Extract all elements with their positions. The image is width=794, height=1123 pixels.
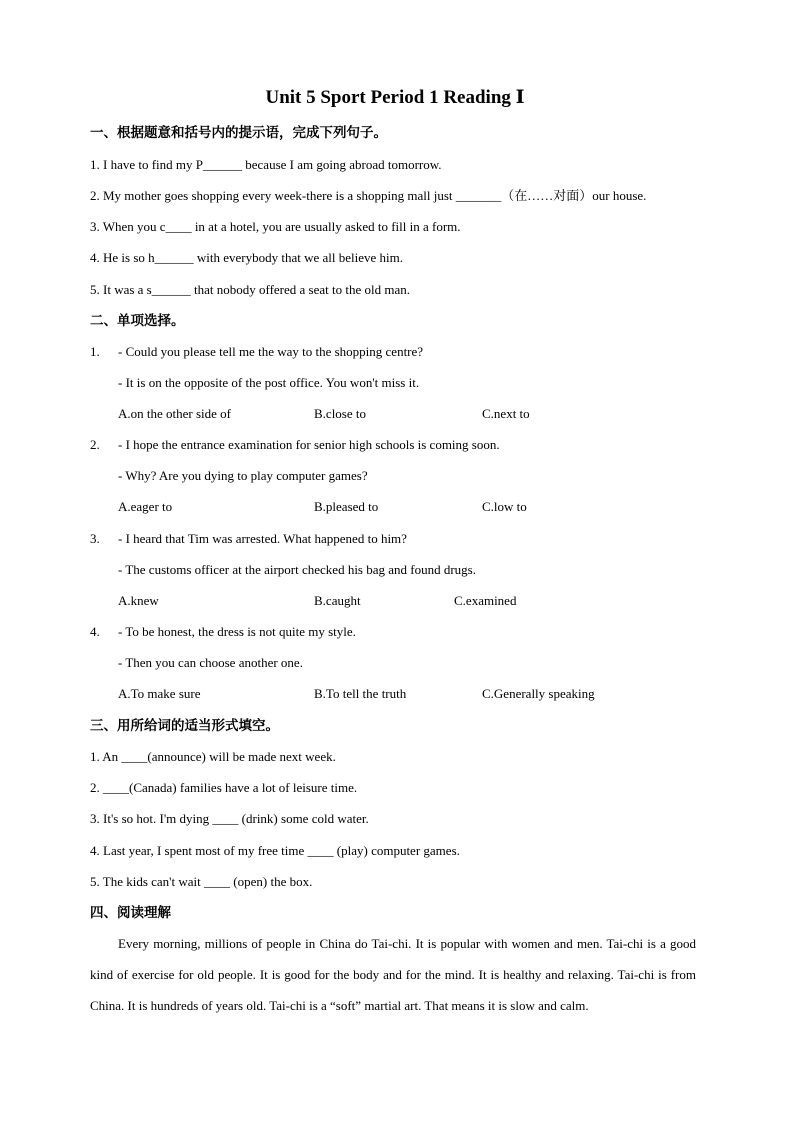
section-4-heading: 四、阅读理解	[90, 905, 171, 920]
option-a: A.To make sure	[118, 686, 201, 701]
section-3-item: 3. It's so hot. I'm dying ____ (drink) some cold water.	[90, 811, 369, 826]
section-1-item: 1. I have to find my P______ because I am going abroad tomorrow.	[90, 157, 442, 172]
question-line: - To be honest, the dress is not quite my style.	[118, 624, 356, 639]
section-1-item: 4. He is so h______ with everybody that we all believe him.	[90, 250, 404, 265]
section-3-item: 4. Last year, I spent most of my free time ____ (play) computer games.	[90, 843, 460, 858]
option-a: A.on the other side of	[118, 406, 232, 421]
option-c: C.low to	[482, 499, 527, 514]
question-line: - The customs officer at the airport checked his bag and found drugs.	[118, 562, 476, 577]
section-2-heading: 二、单项选择。	[90, 313, 185, 328]
option-b: B.To tell the truth	[314, 686, 407, 701]
option-b: B.pleased to	[314, 499, 379, 514]
question-line: - I heard that Tim was arrested. What happened to him?	[118, 531, 407, 546]
option-a: A.eager to	[118, 499, 173, 514]
question-line: - Why? Are you dying to play computer games?	[118, 468, 368, 483]
question-line: - It is on the opposite of the post office. You won't miss it.	[118, 375, 420, 390]
section-1-heading: 一、根据题意和括号内的提示语，完成下列句子。	[90, 125, 387, 140]
reading-passage: Every morning, millions of people in China do Tai-chi. It is popular with women and men. Tai-chi is a good kind of exercise for old people. It is good for the body and for the mind. It is healthy and relaxing. Tai-chi is from China. It is hundreds of years old. Tai-chi is a “soft” martial art. That means it is slow and calm.	[90, 936, 696, 1013]
section-3-heading: 三、用所给词的适当形式填空。	[90, 718, 279, 733]
option-b: B.close to	[314, 406, 366, 421]
question-number: 2.	[90, 437, 100, 452]
section-1-item: 2. My mother goes shopping every week-there is a shopping mall just _______（在……对面）our house.	[90, 188, 647, 203]
option-c: C.examined	[454, 593, 517, 608]
option-b: B.caught	[314, 593, 361, 608]
option-a: A.knew	[118, 593, 159, 608]
page-title: Unit 5 Sport Period 1 Reading Ⅰ	[265, 87, 525, 108]
section-3-item: 2. ____(Canada) families have a lot of leisure time.	[90, 780, 358, 795]
section-1-item: 3. When you c____ in at a hotel, you are usually asked to fill in a form.	[90, 219, 461, 234]
option-c: C.Generally speaking	[482, 686, 595, 701]
section-3-item: 1. An ____(announce) will be made next week.	[90, 749, 336, 764]
option-c: C.next to	[482, 406, 530, 421]
question-line: - Could you please tell me the way to the shopping centre?	[118, 344, 424, 359]
question-number: 1.	[90, 344, 100, 359]
question-line: - Then you can choose another one.	[118, 655, 303, 670]
section-1-item: 5. It was a s______ that nobody offered a seat to the old man.	[90, 282, 410, 297]
question-line: - I hope the entrance examination for senior high schools is coming soon.	[118, 437, 500, 452]
section-3-item: 5. The kids can't wait ____ (open) the box.	[90, 874, 313, 889]
question-number: 4.	[90, 624, 100, 639]
question-number: 3.	[90, 531, 100, 546]
